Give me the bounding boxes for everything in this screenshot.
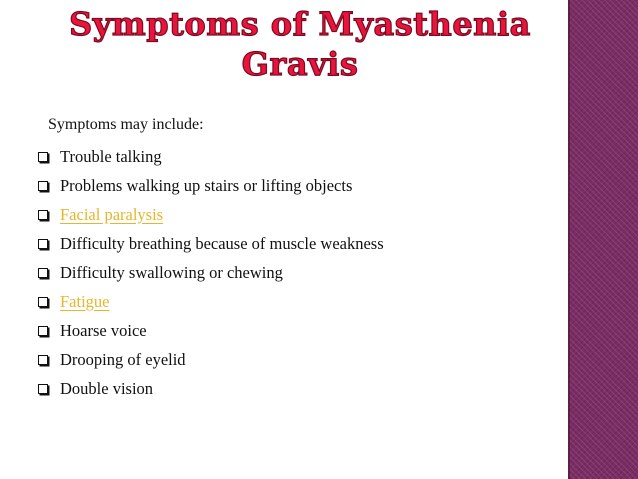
- list-item: [38, 229, 384, 258]
- list-item-text: Hoarse voice: [60, 320, 147, 340]
- decorative-side-band: [568, 0, 638, 479]
- list-item: [38, 258, 384, 287]
- checkbox-bullet-icon: [38, 239, 48, 249]
- checkbox-bullet-icon: [38, 181, 48, 191]
- symptom-list: [38, 142, 384, 403]
- list-item: [38, 171, 384, 200]
- list-item-text: Drooping of eyelid: [60, 349, 186, 369]
- list-item-text: Double vision: [60, 378, 154, 398]
- slide-title: Symptoms of Myasthenia Gravis: [69, 5, 531, 83]
- checkbox-bullet-icon: [38, 268, 48, 278]
- list-item-text: Difficulty swallowing or chewing: [60, 262, 283, 282]
- fatigue-link[interactable]: Fatigue: [60, 291, 110, 311]
- list-item-text: Difficulty breathing because of muscle weakness: [60, 233, 384, 253]
- list-item: [38, 142, 384, 171]
- list-item: [38, 287, 384, 316]
- list-item: [38, 374, 384, 403]
- checkbox-bullet-icon: [38, 384, 48, 394]
- checkbox-bullet-icon: [38, 355, 48, 365]
- checkbox-bullet-icon: [38, 210, 48, 220]
- intro-text: Symptoms may include:: [48, 116, 204, 133]
- facial-paralysis-link[interactable]: Facial paralysis: [60, 204, 164, 224]
- checkbox-bullet-icon: [38, 326, 48, 336]
- list-item-text: Problems walking up stairs or lifting objects: [60, 175, 353, 195]
- list-item: [38, 345, 384, 374]
- checkbox-bullet-icon: [38, 297, 48, 307]
- checkbox-bullet-icon: [38, 152, 48, 162]
- list-item: [38, 200, 384, 229]
- list-item-text: Trouble talking: [60, 146, 162, 166]
- list-item: [38, 316, 384, 345]
